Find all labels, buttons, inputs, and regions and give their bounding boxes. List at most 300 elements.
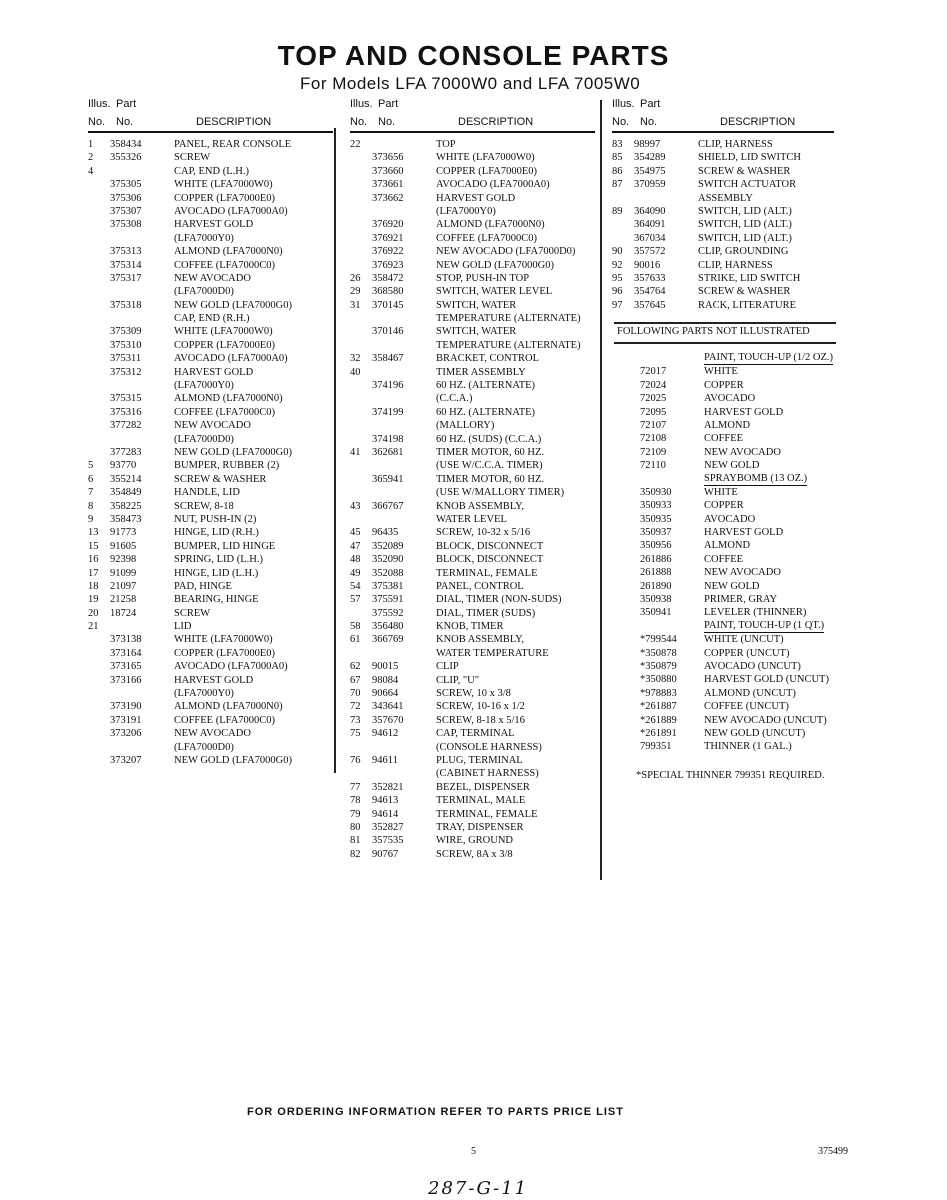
part-description: CAP, TERMINAL <box>436 728 515 740</box>
part-number: 72109 <box>640 446 667 458</box>
part-number: 72110 <box>640 460 666 472</box>
illus-number: 77 <box>350 781 361 793</box>
part-number: 799351 <box>640 741 672 753</box>
part-description: TERMINAL, FEMALE <box>436 808 538 820</box>
part-description: HARVEST GOLD <box>174 366 254 378</box>
part-number: 374198 <box>372 433 404 445</box>
part-description: WATER TEMPERATURE <box>436 647 549 659</box>
part-description: WHITE (LFA7000W0) <box>174 179 273 191</box>
part-description: CLIP, HARNESS <box>698 259 773 271</box>
illus-number: 54 <box>350 580 361 592</box>
part-number: 375305 <box>110 179 142 191</box>
part-description: (LFA7000Y0) <box>436 205 496 217</box>
part-description: THINNER (1 GAL.) <box>704 741 792 753</box>
part-number: 357633 <box>634 272 666 284</box>
part-description: SCREW, 10-32 x 5/16 <box>436 527 531 539</box>
part-number: 354849 <box>110 487 142 499</box>
part-description: CLIP, HARNESS <box>698 139 773 150</box>
part-description: ALMOND (UNCUT) <box>704 687 796 699</box>
part-number: 375306 <box>110 192 142 204</box>
part-number: *261889 <box>640 714 677 726</box>
part-description: CLIP <box>436 661 459 673</box>
illus-number: 21 <box>88 621 99 633</box>
part-number: *350880 <box>640 674 677 686</box>
part-number: 373661 <box>372 179 404 191</box>
part-number: 373191 <box>110 714 142 726</box>
part-number: *799544 <box>640 634 677 646</box>
part-number: 370146 <box>372 326 404 338</box>
part-description: NEW GOLD (LFA7000G0) <box>174 446 293 458</box>
part-description: PAD, HINGE <box>174 580 232 592</box>
part-number: 375311 <box>110 353 142 365</box>
header-description: DESCRIPTION <box>196 116 272 128</box>
part-number: 373662 <box>372 192 404 204</box>
part-description: ASSEMBLY <box>698 192 753 204</box>
part-description: HARVEST GOLD <box>436 192 516 204</box>
illus-number: 57 <box>350 594 361 606</box>
part-description: ALMOND (LFA7000N0) <box>174 393 283 405</box>
part-number: 94614 <box>372 808 399 820</box>
column-divider <box>334 128 336 773</box>
part-description: COFFEE (LFA7000C0) <box>174 714 276 726</box>
part-number: 350956 <box>640 540 672 552</box>
part-number: 261890 <box>640 580 672 592</box>
part-description: TERMINAL, FEMALE <box>436 567 538 579</box>
illus-number: 82 <box>350 848 361 860</box>
part-description: STRIKE, LID SWITCH <box>698 272 801 284</box>
illus-number: 20 <box>88 607 99 619</box>
illus-number: 97 <box>612 299 623 311</box>
part-number: 90664 <box>372 688 399 700</box>
part-number: 354289 <box>634 152 666 164</box>
part-description: NUT, PUSH-IN (2) <box>174 513 257 525</box>
page-number: 5 <box>471 1146 476 1157</box>
part-description: 60 HZ. (SUDS) (C.C.A.) <box>436 433 542 445</box>
part-number: 375315 <box>110 393 142 405</box>
column-divider <box>600 100 602 880</box>
part-description: WHITE <box>704 366 738 378</box>
part-number: 377283 <box>110 446 142 458</box>
part-description: WIRE, GROUND <box>436 835 513 847</box>
illus-number: 78 <box>350 795 361 807</box>
part-description: KNOB ASSEMBLY, <box>436 500 525 512</box>
part-number: 364090 <box>634 205 666 217</box>
header-part: Part <box>116 98 137 110</box>
part-description: COFFEE (LFA7000C0) <box>436 232 538 244</box>
part-description: COPPER <box>704 500 744 512</box>
part-description: (MALLORY) <box>436 420 495 432</box>
illus-number: 18 <box>88 580 99 592</box>
part-description: SWITCH, LID (ALT.) <box>698 219 792 231</box>
part-number: 18724 <box>110 607 137 619</box>
part-description: SCREW & WASHER <box>698 286 791 298</box>
part-description: NEW AVOCADO <box>174 728 251 740</box>
part-description: (LFA7000Y0) <box>174 232 234 244</box>
part-description: HARVEST GOLD <box>704 527 784 539</box>
illus-number: 95 <box>612 272 623 284</box>
illus-number: 40 <box>350 366 361 378</box>
part-number: 96435 <box>372 527 399 539</box>
part-description: NEW GOLD (LFA7000G0) <box>436 259 555 271</box>
part-number: 91773 <box>110 527 137 539</box>
part-description: NEW AVOCADO <box>704 567 781 579</box>
part-description: (LFA7000D0) <box>174 286 234 298</box>
part-number: 350938 <box>640 594 672 606</box>
part-number: 352089 <box>372 540 404 552</box>
part-number: 355326 <box>110 152 142 164</box>
part-number: 355214 <box>110 473 142 485</box>
illus-number: 83 <box>612 139 623 150</box>
part-number: 72025 <box>640 393 667 405</box>
part-number: 72095 <box>640 406 667 418</box>
part-description: SWITCH ACTUATOR <box>698 179 797 191</box>
part-number: 375317 <box>110 272 142 284</box>
part-description: NEW AVOCADO (LFA7000D0) <box>436 246 576 258</box>
part-number: 375308 <box>110 219 142 231</box>
illus-number: 8 <box>88 500 94 512</box>
part-description: COFFEE (UNCUT) <box>704 701 789 713</box>
header-rule <box>612 131 834 133</box>
part-description: ALMOND (LFA7000N0) <box>436 219 545 231</box>
part-number: 376923 <box>372 259 404 271</box>
part-description: BLOCK, DISCONNECT <box>436 540 544 552</box>
part-number: 350937 <box>640 527 672 539</box>
illus-number: 58 <box>350 621 361 633</box>
part-number: 356480 <box>372 621 404 633</box>
part-description: NEW AVOCADO <box>174 420 251 432</box>
part-number: 21258 <box>110 594 137 606</box>
part-description: (LFA7000D0) <box>174 433 234 445</box>
part-number: 358473 <box>110 513 142 525</box>
illus-number: 17 <box>88 567 99 579</box>
part-description: AVOCADO (UNCUT) <box>704 660 801 672</box>
part-description: 60 HZ. (ALTERNATE) <box>436 380 536 392</box>
illus-number: 7 <box>88 487 94 499</box>
section-rule <box>614 322 836 324</box>
illus-number: 92 <box>612 259 623 271</box>
illus-number: 67 <box>350 674 361 686</box>
part-description: CLIP, "U" <box>436 674 479 686</box>
part-number: 374199 <box>372 406 404 418</box>
part-number: 364091 <box>634 219 666 231</box>
part-number: 373207 <box>110 754 142 766</box>
part-description: WHITE (LFA7000W0) <box>436 152 535 164</box>
part-description: WHITE (LFA7000W0) <box>174 634 273 646</box>
part-number: 352090 <box>372 554 404 566</box>
part-number: *978883 <box>640 687 677 699</box>
part-description: COPPER (LFA7000E0) <box>174 192 276 204</box>
illus-number: 86 <box>612 165 623 177</box>
part-number: 98084 <box>372 674 399 686</box>
part-number: 370145 <box>372 299 404 311</box>
illus-number: 81 <box>350 835 361 847</box>
illus-number: 70 <box>350 688 361 700</box>
header-illus-no: No. <box>350 116 368 128</box>
illus-number: 4 <box>88 165 94 177</box>
part-description: BEZEL, DISPENSER <box>436 781 530 793</box>
part-number: 92398 <box>110 554 137 566</box>
part-number: 72017 <box>640 366 667 378</box>
part-description: SCREW, 8-18 <box>174 500 234 512</box>
document-number: 375499 <box>818 1146 848 1157</box>
part-number: 72024 <box>640 379 667 391</box>
part-description: HINGE, LID (R.H.) <box>174 527 259 539</box>
part-number: 354764 <box>634 286 666 298</box>
part-description: LID <box>174 621 192 633</box>
part-description: COFFEE <box>704 553 744 565</box>
part-number: 357670 <box>372 714 404 726</box>
part-description: LEVELER (THINNER) <box>704 607 807 619</box>
part-number: 373656 <box>372 152 404 164</box>
part-number: 368580 <box>372 286 404 298</box>
part-description: TIMER MOTOR, 60 HZ. <box>436 473 545 485</box>
illus-number: 19 <box>88 594 99 606</box>
part-description: TIMER ASSEMBLY <box>436 366 526 378</box>
part-description: (USE W/MALLORY TIMER) <box>436 487 565 499</box>
part-number: *350878 <box>640 647 677 659</box>
part-description: PLUG, TERMINAL <box>436 754 523 766</box>
illus-number: 6 <box>88 473 94 485</box>
part-description: NEW AVOCADO (UNCUT) <box>704 714 827 726</box>
part-description: (CONSOLE HARNESS) <box>436 741 542 753</box>
part-description: ALMOND <box>704 419 751 431</box>
part-number: 365941 <box>372 473 404 485</box>
part-description: AVOCADO <box>704 393 756 405</box>
part-number: 261888 <box>640 567 672 579</box>
part-description: STOP, PUSH-IN TOP <box>436 272 530 284</box>
illus-number: 41 <box>350 446 361 458</box>
part-number: 375312 <box>110 366 142 378</box>
part-description: PRIMER, GRAY <box>704 594 778 606</box>
part-number: 373660 <box>372 165 404 177</box>
part-number: 358472 <box>372 272 404 284</box>
part-number: 375307 <box>110 205 142 217</box>
illus-number: 73 <box>350 714 361 726</box>
illus-number: 96 <box>612 286 623 298</box>
part-number: 90767 <box>372 848 399 860</box>
part-description: BLOCK, DISCONNECT <box>436 554 544 566</box>
part-description: NEW AVOCADO <box>174 272 251 284</box>
part-description: COPPER (LFA7000E0) <box>174 339 276 351</box>
illus-number: 75 <box>350 728 361 740</box>
header-rule <box>88 131 333 133</box>
page-title: TOP AND CONSOLE PARTS <box>277 40 670 71</box>
part-description: KNOB ASSEMBLY, <box>436 634 525 646</box>
illus-number: 48 <box>350 554 361 566</box>
part-number: 366767 <box>372 500 404 512</box>
part-description: CAP, END (L.H.) <box>174 165 249 177</box>
part-description: NEW GOLD <box>704 580 760 592</box>
part-description: WATER LEVEL <box>436 513 507 525</box>
part-description: SPRING, LID (L.H.) <box>174 554 263 566</box>
part-description: PAINT, TOUCH-UP (1/2 OZ.) <box>704 352 834 363</box>
part-number: 373164 <box>110 647 142 659</box>
illus-number: 85 <box>612 152 623 164</box>
illus-number: 61 <box>350 634 361 646</box>
illus-number: 1 <box>88 139 94 150</box>
page-subtitle: For Models LFA 7000W0 and LFA 7005W0 <box>300 74 641 93</box>
part-description: (USE W/C.C.A. TIMER) <box>436 460 543 472</box>
illus-number: 45 <box>350 527 361 539</box>
part-description: PANEL, REAR CONSOLE <box>174 139 292 150</box>
part-description: SCREW, 10 x 3/8 <box>436 688 511 700</box>
part-description: SWITCH, WATER <box>436 299 517 311</box>
part-number: 373165 <box>110 661 142 673</box>
part-description: TEMPERATURE (ALTERNATE) <box>436 339 581 351</box>
part-description: PAINT, TOUCH-UP (1 QT.) <box>704 619 825 631</box>
header-part: Part <box>640 98 661 110</box>
part-number: 373190 <box>110 701 142 713</box>
part-number: 72108 <box>640 433 667 445</box>
part-description: BRACKET, CONTROL <box>436 353 540 365</box>
part-description: SWITCH, WATER LEVEL <box>436 286 553 298</box>
part-number: 72107 <box>640 419 667 431</box>
part-number: 375318 <box>110 299 142 311</box>
part-description: AVOCADO (LFA7000A0) <box>174 353 288 365</box>
illus-number: 80 <box>350 821 361 833</box>
part-number: 93770 <box>110 460 137 472</box>
header-part-no: No. <box>640 116 658 128</box>
illus-number: 16 <box>88 554 99 566</box>
part-number: *261887 <box>640 701 677 713</box>
part-number: 373206 <box>110 728 142 740</box>
part-description: COPPER (LFA7000E0) <box>174 647 276 659</box>
part-number: 357572 <box>634 246 666 258</box>
part-description: (LFA7000D0) <box>174 741 234 753</box>
part-number: 377282 <box>110 420 142 432</box>
part-description: (CABINET HARNESS) <box>436 768 539 780</box>
part-description: WHITE (LFA7000W0) <box>174 326 273 338</box>
header-part-no: No. <box>378 116 396 128</box>
part-description: HINGE, LID (L.H.) <box>174 567 259 579</box>
part-number: 98997 <box>634 139 661 150</box>
part-description: COFFEE (LFA7000C0) <box>174 259 276 271</box>
part-description: NEW GOLD (LFA7000G0) <box>174 299 293 311</box>
part-description: SCREW, 8A x 3/8 <box>436 848 513 860</box>
part-number: 373138 <box>110 634 142 646</box>
part-number: 21097 <box>110 580 137 592</box>
illus-number: 2 <box>88 152 94 164</box>
not-illustrated-heading: FOLLOWING PARTS NOT ILLUSTRATED <box>617 326 810 337</box>
illus-number: 79 <box>350 808 361 820</box>
part-number: 362681 <box>372 446 404 458</box>
illus-number: 5 <box>88 460 94 472</box>
part-description: SCREW, 8-18 x 5/16 <box>436 714 525 726</box>
part-description: HARVEST GOLD <box>174 219 254 231</box>
part-number: 357535 <box>372 835 404 847</box>
part-number: 352827 <box>372 821 404 833</box>
header-description: DESCRIPTION <box>458 116 534 128</box>
part-description: SWITCH, WATER <box>436 326 517 338</box>
part-description: NEW GOLD (UNCUT) <box>704 727 806 739</box>
illus-number: 47 <box>350 540 361 552</box>
part-description: SCREW & WASHER <box>174 473 267 485</box>
part-number: 376922 <box>372 246 404 258</box>
part-description: (LFA7000Y0) <box>174 380 234 392</box>
handwritten-note: 287-G-11 <box>428 1178 529 1199</box>
part-description: NEW GOLD <box>704 460 760 472</box>
part-description: SCREW, 10-16 x 1/2 <box>436 701 525 713</box>
part-description: AVOCADO (LFA7000A0) <box>436 179 550 191</box>
part-number: 374196 <box>372 380 404 392</box>
part-number: 352821 <box>372 781 404 793</box>
header-illus: Illus. <box>88 98 111 110</box>
part-number: 91605 <box>110 540 137 552</box>
part-number: 358434 <box>110 139 142 150</box>
part-number: 91099 <box>110 567 137 579</box>
part-description: CLIP, GROUNDING <box>698 246 789 258</box>
section-rule <box>614 342 836 344</box>
part-description: SHIELD, LID SWITCH <box>698 152 801 164</box>
part-description: SWITCH, LID (ALT.) <box>698 232 792 244</box>
part-description: AVOCADO (LFA7000A0) <box>174 661 288 673</box>
part-description: ALMOND <box>704 540 751 552</box>
part-number: 350930 <box>640 486 672 498</box>
illus-number: 89 <box>612 205 623 217</box>
part-description: WHITE <box>704 486 738 498</box>
part-description: NEW GOLD (LFA7000G0) <box>174 754 293 766</box>
header-part-no: No. <box>116 116 134 128</box>
header-part: Part <box>378 98 399 110</box>
part-description: HARVEST GOLD (UNCUT) <box>704 674 829 686</box>
illus-number: 26 <box>350 272 361 284</box>
illus-number: 15 <box>88 540 99 552</box>
part-number: 261886 <box>640 553 672 565</box>
part-description: SCREW <box>174 607 211 619</box>
part-number: 366769 <box>372 634 404 646</box>
part-number: 375592 <box>372 607 404 619</box>
part-description: SWITCH, LID (ALT.) <box>698 205 792 217</box>
part-number: 373166 <box>110 674 142 686</box>
part-description: KNOB, TIMER <box>436 621 504 633</box>
part-description: AVOCADO (LFA7000A0) <box>174 205 288 217</box>
part-number: 94611 <box>372 754 398 766</box>
part-number: 375381 <box>372 580 404 592</box>
illus-number: 72 <box>350 701 361 713</box>
part-description: ALMOND (LFA7000N0) <box>174 246 283 258</box>
part-number: 352088 <box>372 567 404 579</box>
part-number: *261891 <box>640 727 677 739</box>
part-description: TEMPERATURE (ALTERNATE) <box>436 313 581 325</box>
part-description: SCREW & WASHER <box>698 165 791 177</box>
illus-number: 76 <box>350 754 361 766</box>
header-illus: Illus. <box>350 98 373 110</box>
part-description: COFFEE <box>704 433 744 445</box>
part-number: 94613 <box>372 795 399 807</box>
illus-number: 9 <box>88 513 94 525</box>
part-description: CAP, END (R.H.) <box>174 313 250 325</box>
part-number: 376920 <box>372 219 404 231</box>
part-description: HARVEST GOLD <box>174 674 254 686</box>
part-description: TERMINAL, MALE <box>436 795 526 807</box>
part-number: 354975 <box>634 165 666 177</box>
illus-number: 29 <box>350 286 361 298</box>
part-number: 350933 <box>640 500 672 512</box>
part-number: 375314 <box>110 259 142 271</box>
part-description: DIAL, TIMER (NON-SUDS) <box>436 594 562 606</box>
part-number: 358467 <box>372 353 404 365</box>
illus-number: 90 <box>612 246 623 258</box>
part-description: AVOCADO <box>704 513 756 525</box>
part-description: PANEL, CONTROL <box>436 580 524 592</box>
part-description: BUMPER, LID HINGE <box>174 540 276 552</box>
part-description: BEARING, HINGE <box>174 594 259 606</box>
part-description: TIMER MOTOR, 60 HZ. <box>436 446 545 458</box>
part-number: 376921 <box>372 232 404 244</box>
illus-number: 13 <box>88 527 99 539</box>
part-description: RACK, LITERATURE <box>698 299 796 311</box>
part-number: 90016 <box>634 259 661 271</box>
